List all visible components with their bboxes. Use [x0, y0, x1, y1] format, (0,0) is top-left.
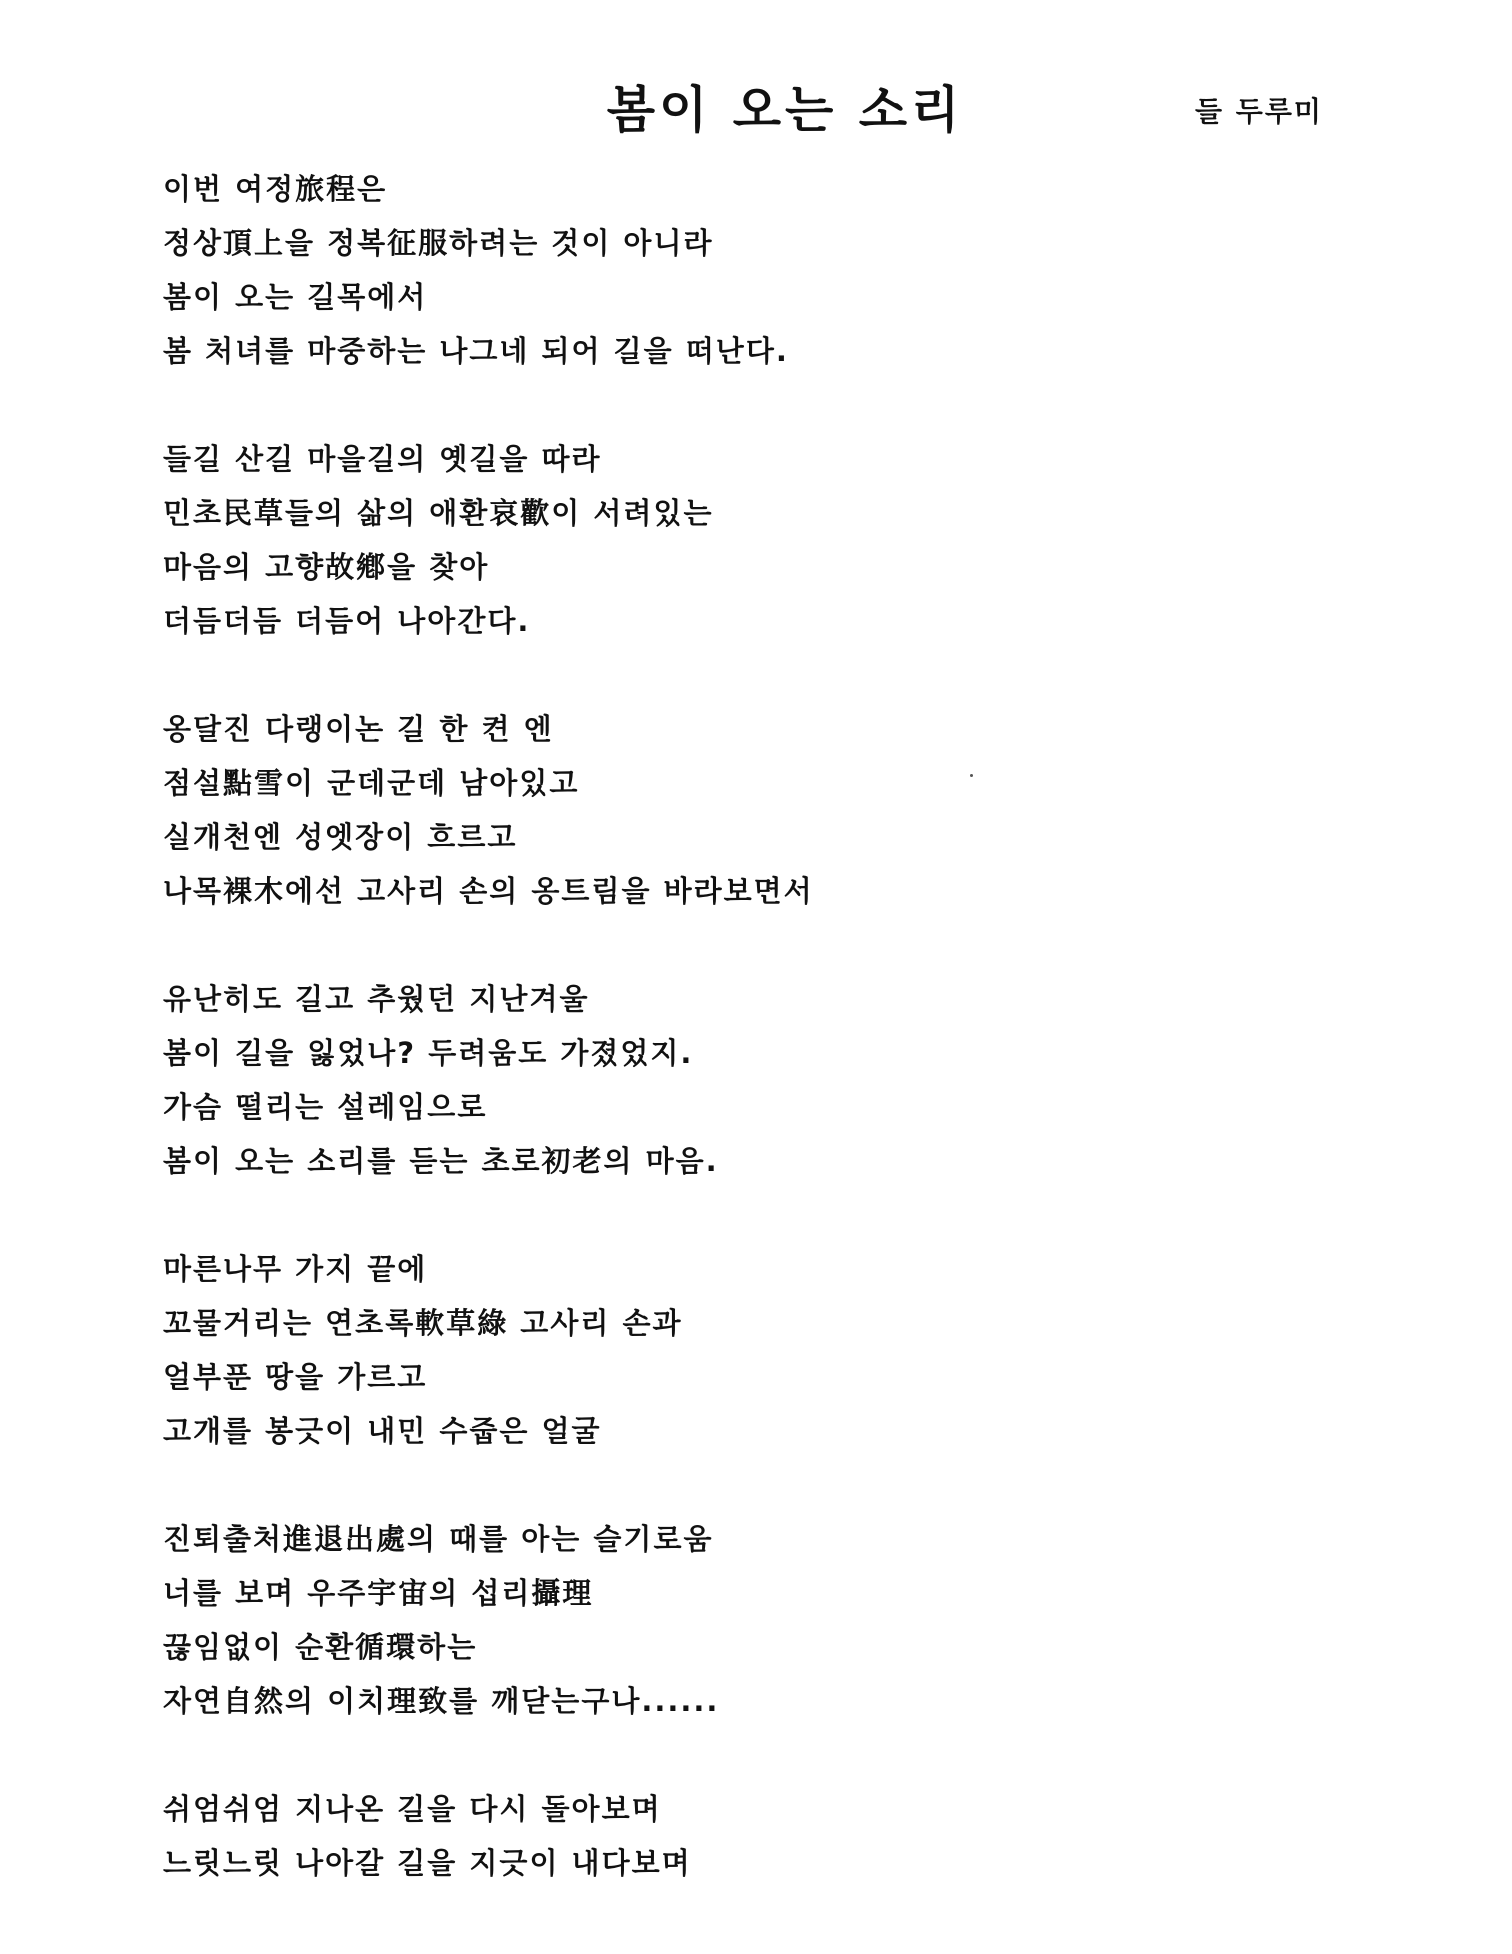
- poem-line: 옹달진 다랭이논 길 한 켠 엔: [163, 712, 554, 746]
- poem-line: 더듬더듬 더듬어 나아간다.: [163, 604, 531, 638]
- stanza-1: [163, 162, 1363, 378]
- poem-line: 끊임없이 순환循環하는: [163, 1630, 478, 1664]
- poem-line: 들길 산길 마을길의 옛길을 따라: [163, 442, 602, 476]
- poem-line: 유난히도 길고 추웠던 지난겨울: [163, 982, 590, 1016]
- poem-line: 마음의 고향故鄕을 찾아: [163, 550, 490, 584]
- poem-line: 나목裸木에선 고사리 손의 옹트림을 바라보면서: [163, 874, 814, 908]
- poem-line: 실개천엔 성엣장이 흐르고: [163, 820, 518, 854]
- stanza-6: [163, 1512, 1363, 1728]
- stanza-3: [163, 702, 1363, 918]
- poem-line: 봄이 오는 길목에서: [163, 280, 428, 314]
- poem-line: 얼부푼 땅을 가르고: [163, 1360, 428, 1394]
- stanza-7: [163, 1782, 1363, 1890]
- poem-line: 마른나무 가지 끝에: [163, 1252, 428, 1286]
- stanza-2: [163, 432, 1363, 648]
- poem-line: 자연自然의 이치理致를 깨닫는구나......: [163, 1684, 720, 1718]
- poem-line: 고개를 봉긋이 내민 수줍은 얼굴: [163, 1414, 602, 1448]
- scan-speck: [970, 774, 973, 777]
- poem-line: 정상頂上을 정복征服하려는 것이 아니라: [163, 226, 714, 260]
- poem-line: 꼬물거리는 연초록軟草綠 고사리 손과: [163, 1306, 683, 1340]
- poem-author: 들 두루미: [1195, 95, 1323, 128]
- poem-line: 너를 보며 우주宇宙의 섭리攝理: [163, 1576, 594, 1610]
- poem-body: [163, 162, 1363, 1944]
- poem-line: 진퇴출처進退出處의 때를 아는 슬기로움: [163, 1522, 714, 1556]
- poem-title: 봄이 오는 소리: [606, 81, 964, 139]
- poem-line: 민초民草들의 삶의 애환哀歡이 서려있는: [163, 496, 714, 530]
- poem-line: 봄 처녀를 마중하는 나그네 되어 길을 떠난다.: [163, 334, 789, 368]
- poem-line: 가슴 떨리는 설레임으로: [163, 1090, 488, 1124]
- stanza-5: [163, 1242, 1363, 1458]
- poem-line: 봄이 오는 소리를 듣는 초로初老의 마음.: [163, 1144, 719, 1178]
- stanza-4: [163, 972, 1363, 1188]
- poem-line: 쉬엄쉬엄 지나온 길을 다시 돌아보며: [163, 1792, 662, 1826]
- poem-line: 느릿느릿 나아갈 길을 지긋이 내다보며: [163, 1846, 692, 1880]
- poem-line: 이번 여정旅程은: [163, 172, 388, 206]
- poem-line: 점설點雪이 군데군데 남아있고: [163, 766, 580, 800]
- poem-line: 봄이 길을 잃었나? 두려움도 가졌었지.: [163, 1036, 694, 1070]
